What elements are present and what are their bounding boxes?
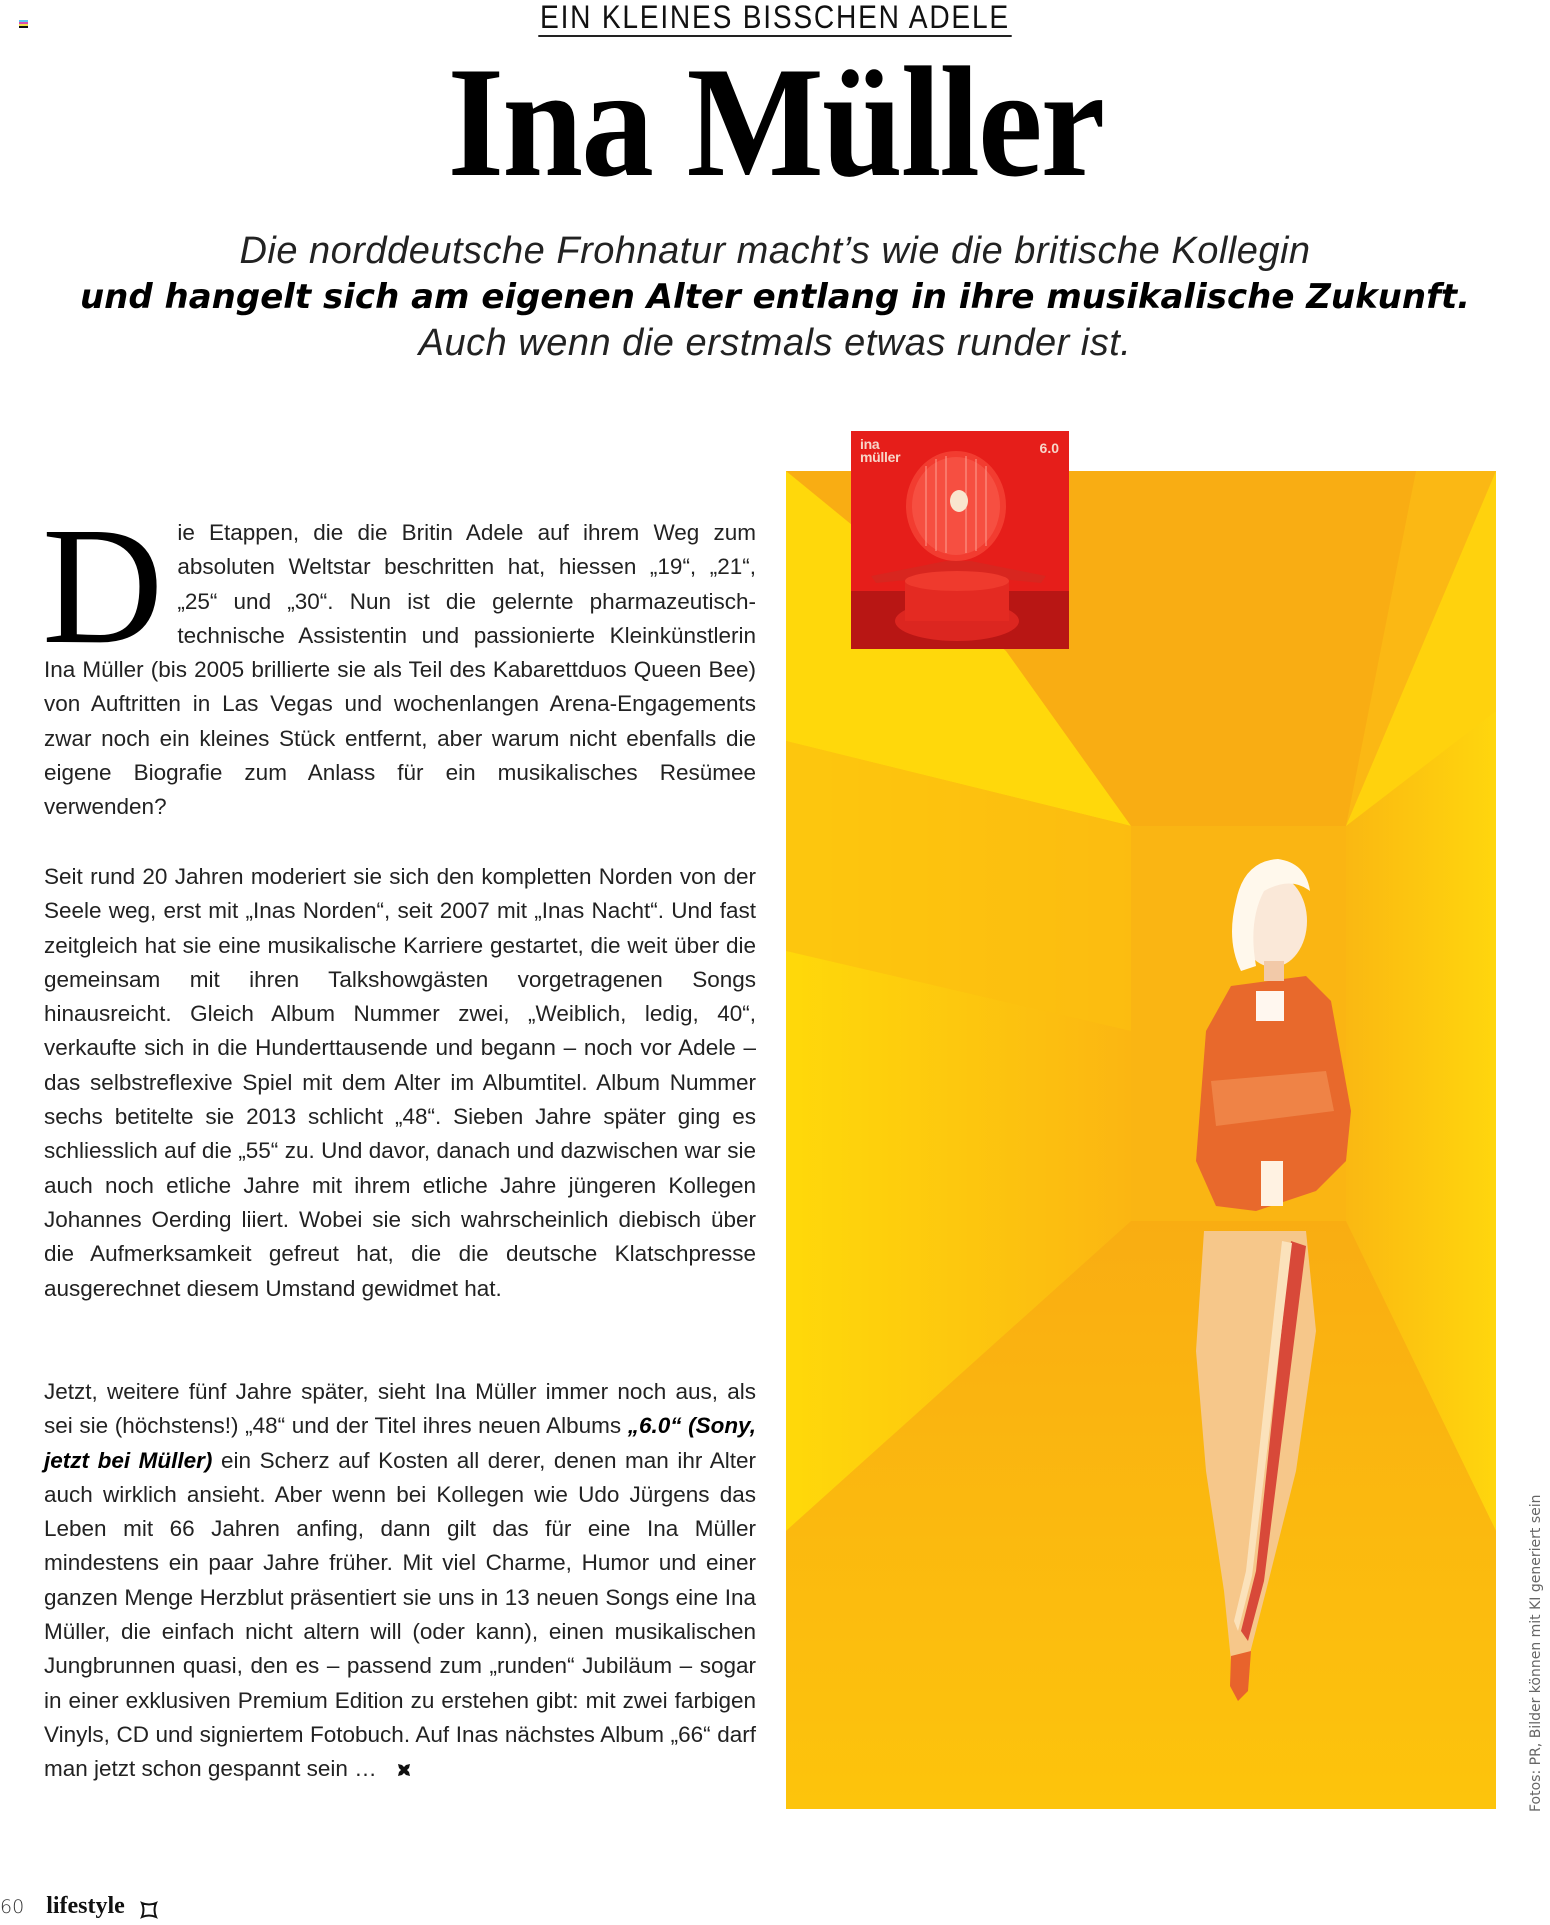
page-number: 60: [0, 1896, 25, 1918]
article-paragraph-1: [42, 493, 756, 825]
page-footer: [0, 1893, 159, 1923]
album-title: 6.0: [1039, 440, 1059, 456]
yellow-room-illustration: [786, 471, 1496, 1809]
page-title: [0, 35, 1550, 210]
section-name: lifestyle: [46, 1893, 125, 1919]
kicker-text: EIN KLEINES BISSCHEN ADELE: [540, 0, 1010, 35]
drop-cap: D: [42, 493, 164, 679]
artist-photo: [786, 471, 1496, 1809]
paragraph-3-text-b: ein Scherz auf Kosten all derer, denen man ihr Alter auch wirklich ansieht. Aber wenn bei Kollegen wie Udo Jürgens das Leben mit 66 Jahren anfing, dann gilt das für eine Ina Müller mindestens ein paar Jahre früher. Mit viel Charme, Humor und einer ganzen Menge Herzblut präsentiert sie uns in 13 neuen Songs eine Ina Müller, die einfach nicht altern will (oder kann), einen musikalischen Jungbrunnen quasi, den es – passend zum „runden“ Jubiläum – sogar in einer exklusiven Premium Edition zu erstehen gibt: mit zwei farbigen Vinyls, CD und signiertem Fotobuch. Auf Inas nächstes Album „66“ darf man jetzt schon gespannt sein …: [44, 1447, 756, 1782]
deck-line-2: und hangelt sich am eigenen Alter entlang in ihre musikalische Zukunft.: [79, 277, 1471, 317]
photo-credit: Fotos: PR, Bilder können mit KI generiert sein: [1528, 1494, 1544, 1812]
deck-line-1: Die norddeutsche Frohnatur macht’s wie die britische Kollegin: [239, 230, 1311, 272]
end-mark-icon: [397, 1763, 411, 1777]
article-paragraph-3: [44, 1375, 756, 1787]
deck-line-3: Auch wenn die erstmals etwas runder ist.: [418, 322, 1132, 364]
page-title-text: Ina Müller: [447, 35, 1103, 210]
paragraph-3-text-a: Jetzt, weitere fünf Jahre später, sieht Ina Müller immer noch aus, als sei sie (höchstens!) „48“ und der Titel ihres neuen Albums: [44, 1379, 756, 1439]
album-artist-line-2: müller: [860, 449, 901, 465]
article-deck: [0, 228, 1550, 366]
album-reference: „6.0“ (Sony, jetzt bei Müller): [44, 1413, 756, 1473]
album-artist-name: [860, 438, 900, 464]
paragraph-1-text: ie Etappen, die die Britin Adele auf ihrem Weg zum absoluten Weltstar beschritten hat, hiessen „19“, „21“, „25“ und „30“. Nun ist die gelernte pharmazeutisch-technische Assistentin und passionierte Kleinkünstlerin Ina Müller (bis 2005 brillierte sie als Teil des Kabarettduos Queen Bee) von Auftritten in Las Vegas und wochenlangen Arena-Engagements zwar noch ein kleines Stück entfernt, aber warum nicht ebenfalls die eigene Biografie zum Anlass für ein musikalisches Resümee verwenden?: [44, 520, 756, 820]
article-paragraph-2: Seit rund 20 Jahren moderiert sie sich den kompletten Norden von der Seele weg, erst mit „Inas Norden“, seit 2007 mit „Inas Nacht“. Und fast zeitgleich hat sie eine musikalische Karriere gestartet, die weit über die gemeinsam mit ihren Talkshowgästen vorgetragenen Songs hinausreicht. Gleich Album Nummer zwei, „Weiblich, ledig, 40“, verkaufte sich in die Hunderttausende und begann – noch vor Adele – das selbstreflexive Spiel mit dem Alter im Albumtitel. Album Nummer sechs betitelte sie 2013 schlicht „48“. Sieben Jahre später ging es schliesslich auf die „55“ zu. Und davor, danach und dazwischen war sie auch noch etliche Jahre mit ihrem etliche Jahre jüngeren Kollegen Johannes Oerding liiert. Wobei sie sich wahrscheinlich diebisch über die Aufmerksamkeit gefreut hat, die die deutsche Klatschpresse ausgerechnet diesem Umstand gewidmet hat.: [44, 864, 756, 1301]
album-cover-image: [851, 431, 1069, 649]
kicker: [0, 0, 1550, 37]
album-artist-line-1: ina: [860, 436, 880, 452]
section-logo-icon: [139, 1900, 159, 1920]
